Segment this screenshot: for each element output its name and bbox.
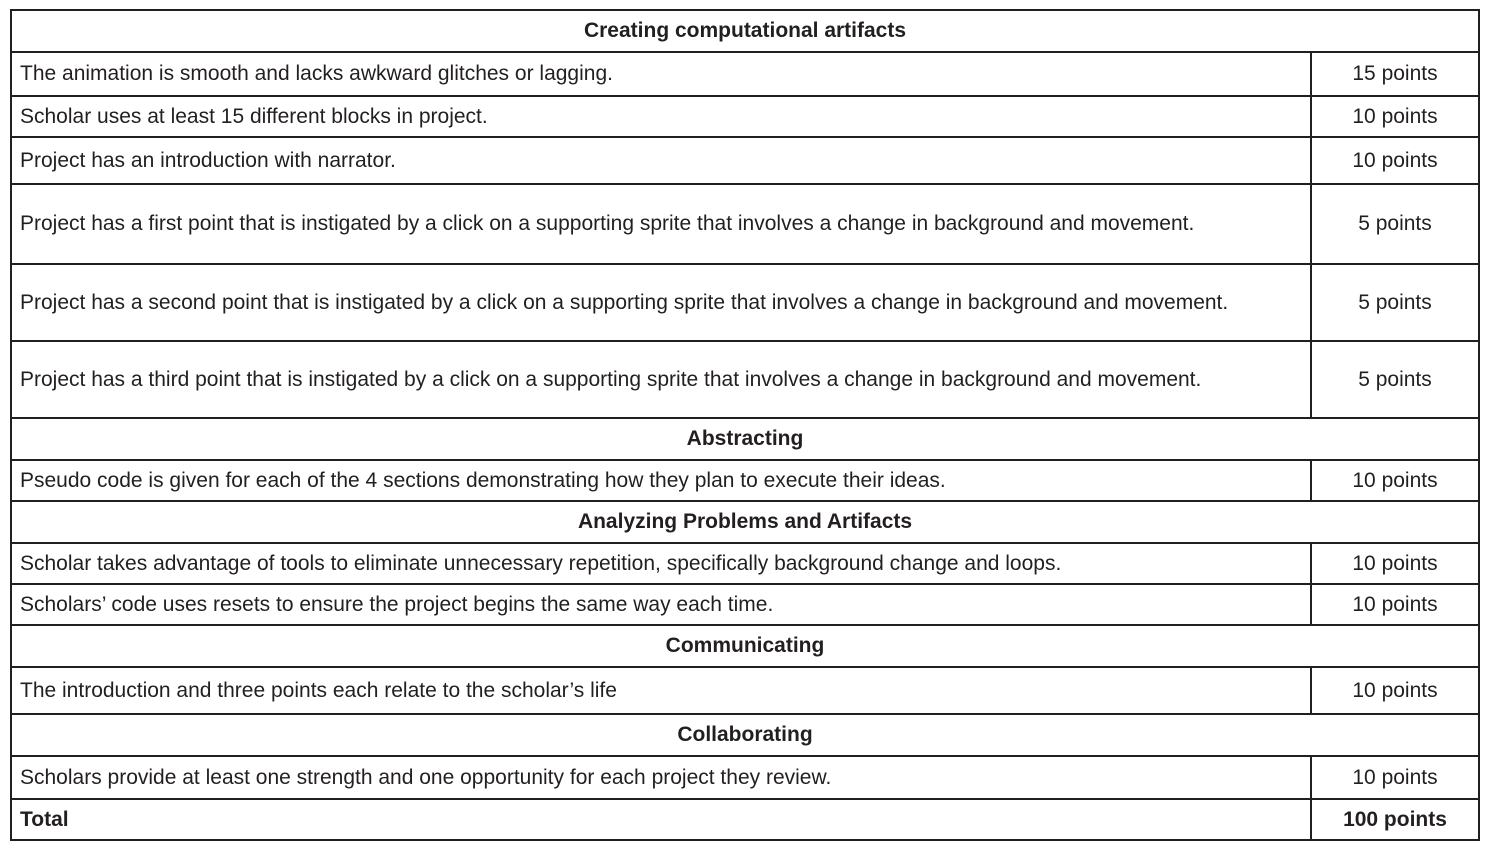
criterion-text: Scholars’ code uses resets to ensure the project begins the same way each time. — [11, 584, 1311, 625]
rubric-body — [11, 10, 1479, 840]
rubric-row — [11, 52, 1479, 96]
points-value: 10 points — [1311, 543, 1479, 584]
criterion-text: Scholars provide at least one strength and one opportunity for each project they review. — [11, 756, 1311, 799]
total-label: Total — [11, 799, 1311, 840]
points-value: 10 points — [1311, 96, 1479, 137]
rubric-row — [11, 264, 1479, 341]
points-value: 10 points — [1311, 460, 1479, 501]
total-points: 100 points — [1311, 799, 1479, 840]
rubric-row — [11, 137, 1479, 184]
points-value: 10 points — [1311, 137, 1479, 184]
criterion-text: Scholar takes advantage of tools to eliminate unnecessary repetition, specifically background change and loops. — [11, 543, 1311, 584]
rubric-row — [11, 584, 1479, 625]
section-header-row — [11, 501, 1479, 543]
section-title: Communicating — [11, 625, 1479, 667]
criterion-text: Project has a third point that is instigated by a click on a supporting sprite that involves a change in background and movement. — [11, 341, 1311, 418]
section-title: Abstracting — [11, 418, 1479, 460]
rubric-row — [11, 460, 1479, 501]
section-header-row — [11, 714, 1479, 756]
total-row — [11, 799, 1479, 840]
rubric-row — [11, 667, 1479, 714]
section-title: Analyzing Problems and Artifacts — [11, 501, 1479, 543]
points-value: 5 points — [1311, 341, 1479, 418]
section-header-row — [11, 418, 1479, 460]
rubric-table — [10, 9, 1480, 841]
points-value: 10 points — [1311, 584, 1479, 625]
section-header-row — [11, 10, 1479, 52]
section-header-row — [11, 625, 1479, 667]
criterion-text: Pseudo code is given for each of the 4 sections demonstrating how they plan to execute their ideas. — [11, 460, 1311, 501]
criterion-text: Project has a first point that is instigated by a click on a supporting sprite that involves a change in background and movement. — [11, 184, 1311, 264]
points-value: 15 points — [1311, 52, 1479, 96]
points-value: 10 points — [1311, 756, 1479, 799]
section-title: Collaborating — [11, 714, 1479, 756]
points-value: 5 points — [1311, 184, 1479, 264]
rubric-row — [11, 543, 1479, 584]
rubric-row — [11, 756, 1479, 799]
criterion-text: The introduction and three points each relate to the scholar’s life — [11, 667, 1311, 714]
criterion-text: Project has a second point that is instigated by a click on a supporting sprite that involves a change in background and movement. — [11, 264, 1311, 341]
points-value: 10 points — [1311, 667, 1479, 714]
rubric-row — [11, 96, 1479, 137]
criterion-text: Project has an introduction with narrator. — [11, 137, 1311, 184]
section-title: Creating computational artifacts — [11, 10, 1479, 52]
rubric-row — [11, 341, 1479, 418]
points-value: 5 points — [1311, 264, 1479, 341]
rubric-row — [11, 184, 1479, 264]
criterion-text: Scholar uses at least 15 different blocks in project. — [11, 96, 1311, 137]
criterion-text: The animation is smooth and lacks awkward glitches or lagging. — [11, 52, 1311, 96]
